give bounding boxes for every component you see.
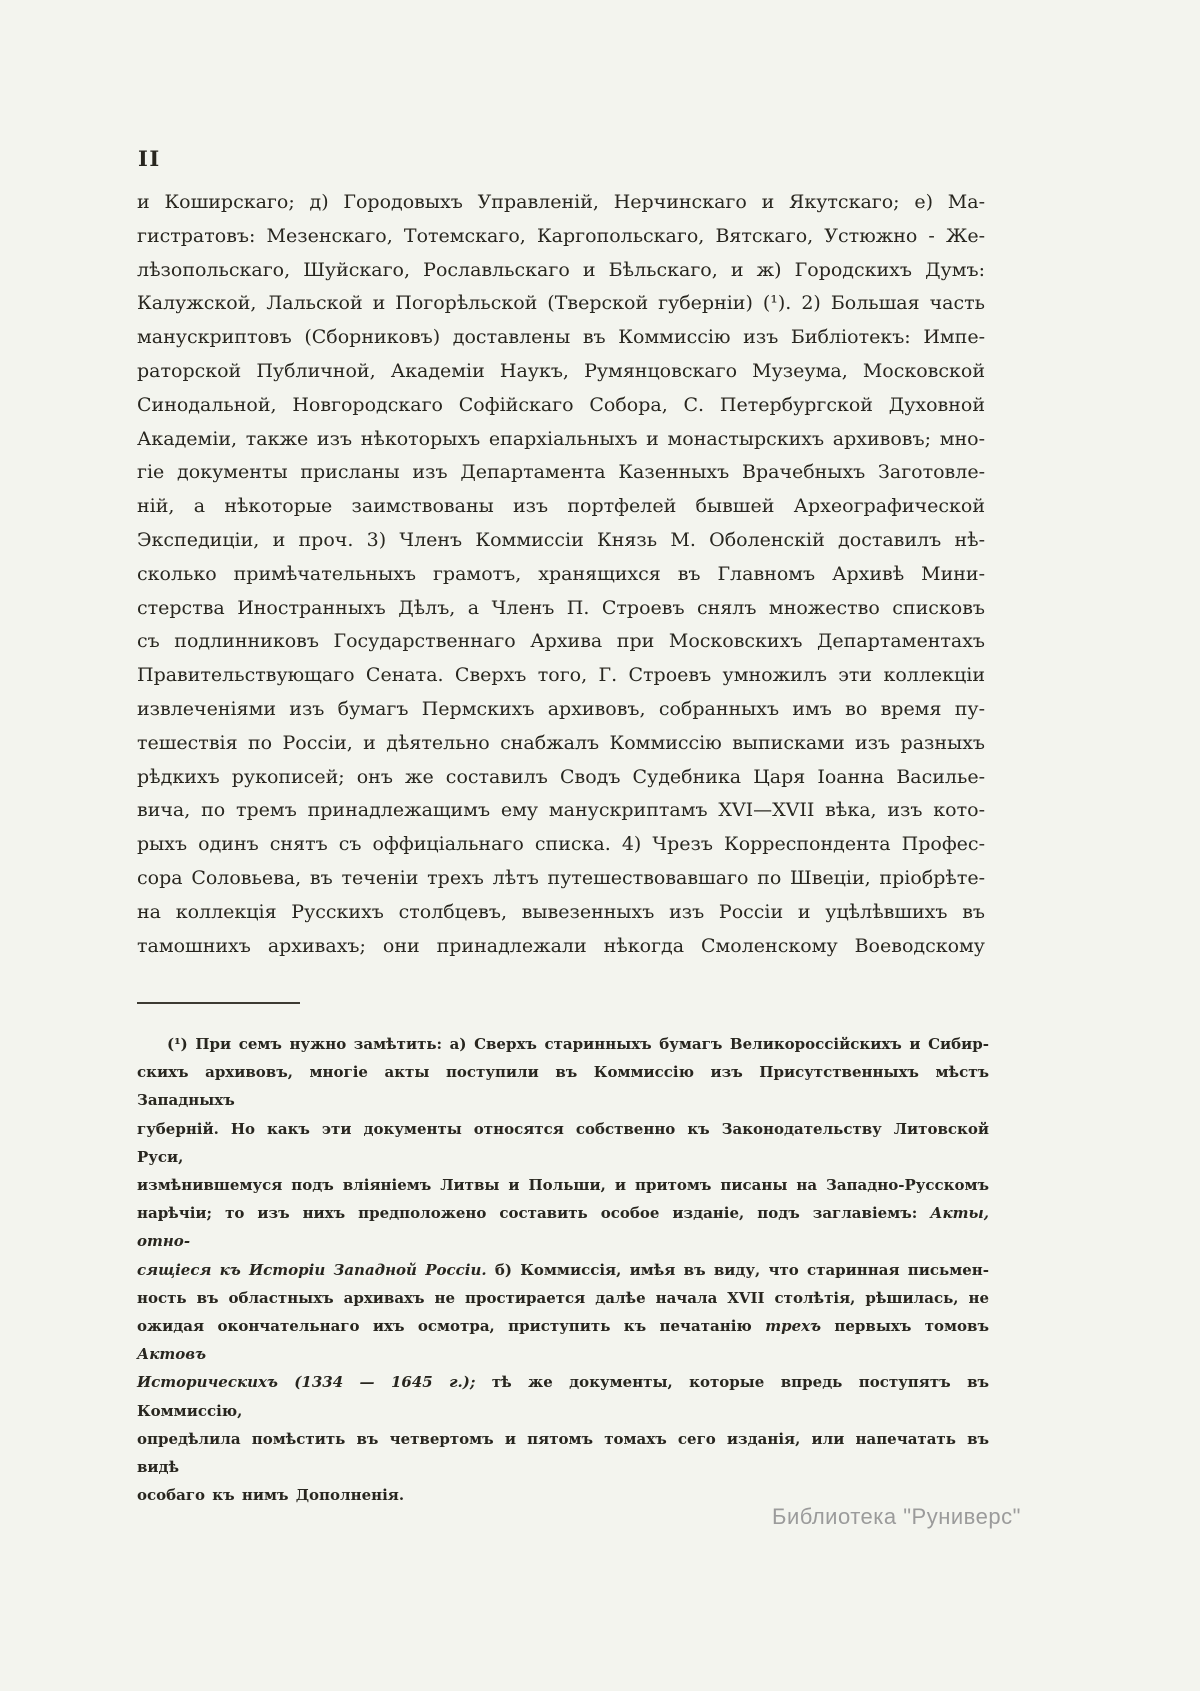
text-line: ній, а нѣкоторые заимствованы изъ портфелей бывшей Археографической bbox=[137, 495, 985, 518]
text-segment: б) Коммиссія, имѣя въ виду, что старинная письмен- bbox=[486, 1260, 990, 1279]
italic-segment: Акты, отно- bbox=[137, 1204, 989, 1251]
text-line: сора Соловьева, въ теченіи трехъ лѣтъ путешествовавшаго по Швеціи, пріобрѣте- bbox=[137, 866, 985, 889]
text-line: Правительствующаго Сената. Сверхъ того, Г. Строевъ умножилъ эти коллекціи bbox=[137, 664, 985, 687]
text-line: особаго къ нимъ Дополненія. bbox=[137, 1486, 405, 1505]
text-line: рыхъ одинъ снятъ съ оффиціальнаго списка. 4) Чрезъ Корреспондента Профес- bbox=[137, 833, 985, 856]
text-line: Калужской, Лальской и Погорѣльской (Тверской губерніи) (¹). 2) Большая часть bbox=[137, 292, 985, 315]
text-segment: первыхъ томовъ bbox=[821, 1317, 989, 1336]
text-line: сколько примѣчательныхъ грамотъ, хранящихся въ Главномъ Архивѣ Мини- bbox=[137, 562, 985, 585]
text-segment: тѣ же документы, которые впредь поступятъ въ Коммиссію, bbox=[137, 1373, 989, 1420]
text-line bbox=[137, 1199, 989, 1255]
text-line: тамошнихъ архивахъ; они принадлежали нѣкогда Смоленскому Воеводскому bbox=[137, 934, 985, 957]
text-line bbox=[137, 1368, 989, 1424]
text-line: губерній. Но какъ эти документы относятся собственно къ Законодательству Литовской Руси, bbox=[137, 1119, 989, 1166]
text-line: (¹) При семъ нужно замѣтить: а) Сверхъ старинныхъ бумагъ Великороссійскихъ и Сибир- bbox=[167, 1035, 989, 1053]
text-line: тешествія по Россіи, и дѣятельно снабжалъ Коммиссію выписками изъ разныхъ bbox=[137, 731, 985, 754]
text-line: опредѣлила помѣстить въ четвертомъ и пятомъ томахъ сего изданія, или напечатать въ видѣ bbox=[137, 1429, 989, 1477]
text-line: гистратовъ: Мезенскаго, Тотемскаго, Каргопольскаго, Вятскаго, Устюжно - Же- bbox=[137, 224, 985, 247]
main-text-block bbox=[137, 186, 985, 963]
text-line: скихъ архивовъ, многіе акты поступили въ Коммиссію изъ Присутственныхъ мѣстъ Западныхъ bbox=[137, 1063, 989, 1110]
text-line bbox=[137, 1312, 989, 1368]
text-line: гіе документы присланы изъ Департамента Казенныхъ Врачебныхъ Заготовле- bbox=[137, 461, 985, 484]
text-line: Академіи, также изъ нѣкоторыхъ епархіальныхъ и монастырскихъ архивовъ; мно- bbox=[137, 427, 985, 450]
text-line: Синодальной, Новгородскаго Софійскаго Собора, С. Петербургской Духовной bbox=[137, 393, 985, 416]
text-line: ность въ областныхъ архивахъ не простирается далѣе начала XVII столѣтія, рѣшилась, не bbox=[137, 1288, 989, 1307]
text-segment: нарѣчіи; то изъ нихъ предположено составить особое изданіе, подъ заглавіемъ: bbox=[137, 1204, 931, 1223]
text-line: манускриптовъ (Сборниковъ) доставлены въ Коммиссію изъ Библіотекъ: Импе- bbox=[137, 326, 985, 349]
italic-segment: сящіеся къ Исторіи Западной Россіи. bbox=[137, 1260, 487, 1279]
text-line: Экспедиціи, и проч. 3) Членъ Коммиссіи Князь М. Оболенскій доставилъ нѣ- bbox=[137, 528, 985, 551]
text-line: стерства Иностранныхъ Дѣлъ, а Членъ П. Строевъ снялъ множество списковъ bbox=[137, 596, 985, 619]
text-line: вича, по тремъ принадлежащимъ ему манускриптамъ XVI—XVII вѣка, изъ кото- bbox=[137, 799, 985, 822]
text-line: съ подлинниковъ Государственнаго Архива при Московскихъ Департаментахъ bbox=[137, 630, 985, 653]
footnote-block bbox=[137, 1030, 989, 1509]
text-line bbox=[137, 1256, 989, 1284]
text-line: извлеченіями изъ бумагъ Пермскихъ архивовъ, собранныхъ имъ во время пу- bbox=[137, 697, 985, 720]
italic-segment: Историческихъ (1334 — 1645 г.); bbox=[137, 1373, 476, 1392]
text-line: и Коширскаго; д) Городовыхъ Управленій, Нерчинскаго и Якутскаго; е) Ма- bbox=[137, 191, 985, 213]
text-line: лѣзопольскаго, Шуйскаго, Рославльскаго и Бѣльскаго, и ж) Городскихъ Думъ: bbox=[137, 258, 985, 281]
text-line: на коллекція Русскихъ столбцевъ, вывезенныхъ изъ Россіи и уцѣлѣвшихъ въ bbox=[137, 900, 985, 923]
page-number: II bbox=[138, 146, 161, 171]
footnote-separator-rule bbox=[137, 1002, 300, 1004]
italic-segment: Актовъ bbox=[137, 1345, 207, 1364]
library-watermark: Библиотека "Руниверс" bbox=[772, 1504, 1021, 1529]
text-line: рѣдкихъ рукописей; онъ же составилъ Сводъ Судебника Царя Іоанна Василье- bbox=[137, 765, 985, 788]
text-line: измѣнившемуся подъ вліяніемъ Литвы и Польши, и притомъ писаны на Западно-Русскомъ bbox=[137, 1176, 989, 1195]
italic-segment: трехъ bbox=[765, 1317, 821, 1336]
text-line: раторской Публичной, Академіи Наукъ, Румянцовскаго Музеума, Московской bbox=[137, 359, 985, 382]
text-segment: ожидая окончательнаго ихъ осмотра, приступить къ печатанію bbox=[137, 1317, 766, 1336]
